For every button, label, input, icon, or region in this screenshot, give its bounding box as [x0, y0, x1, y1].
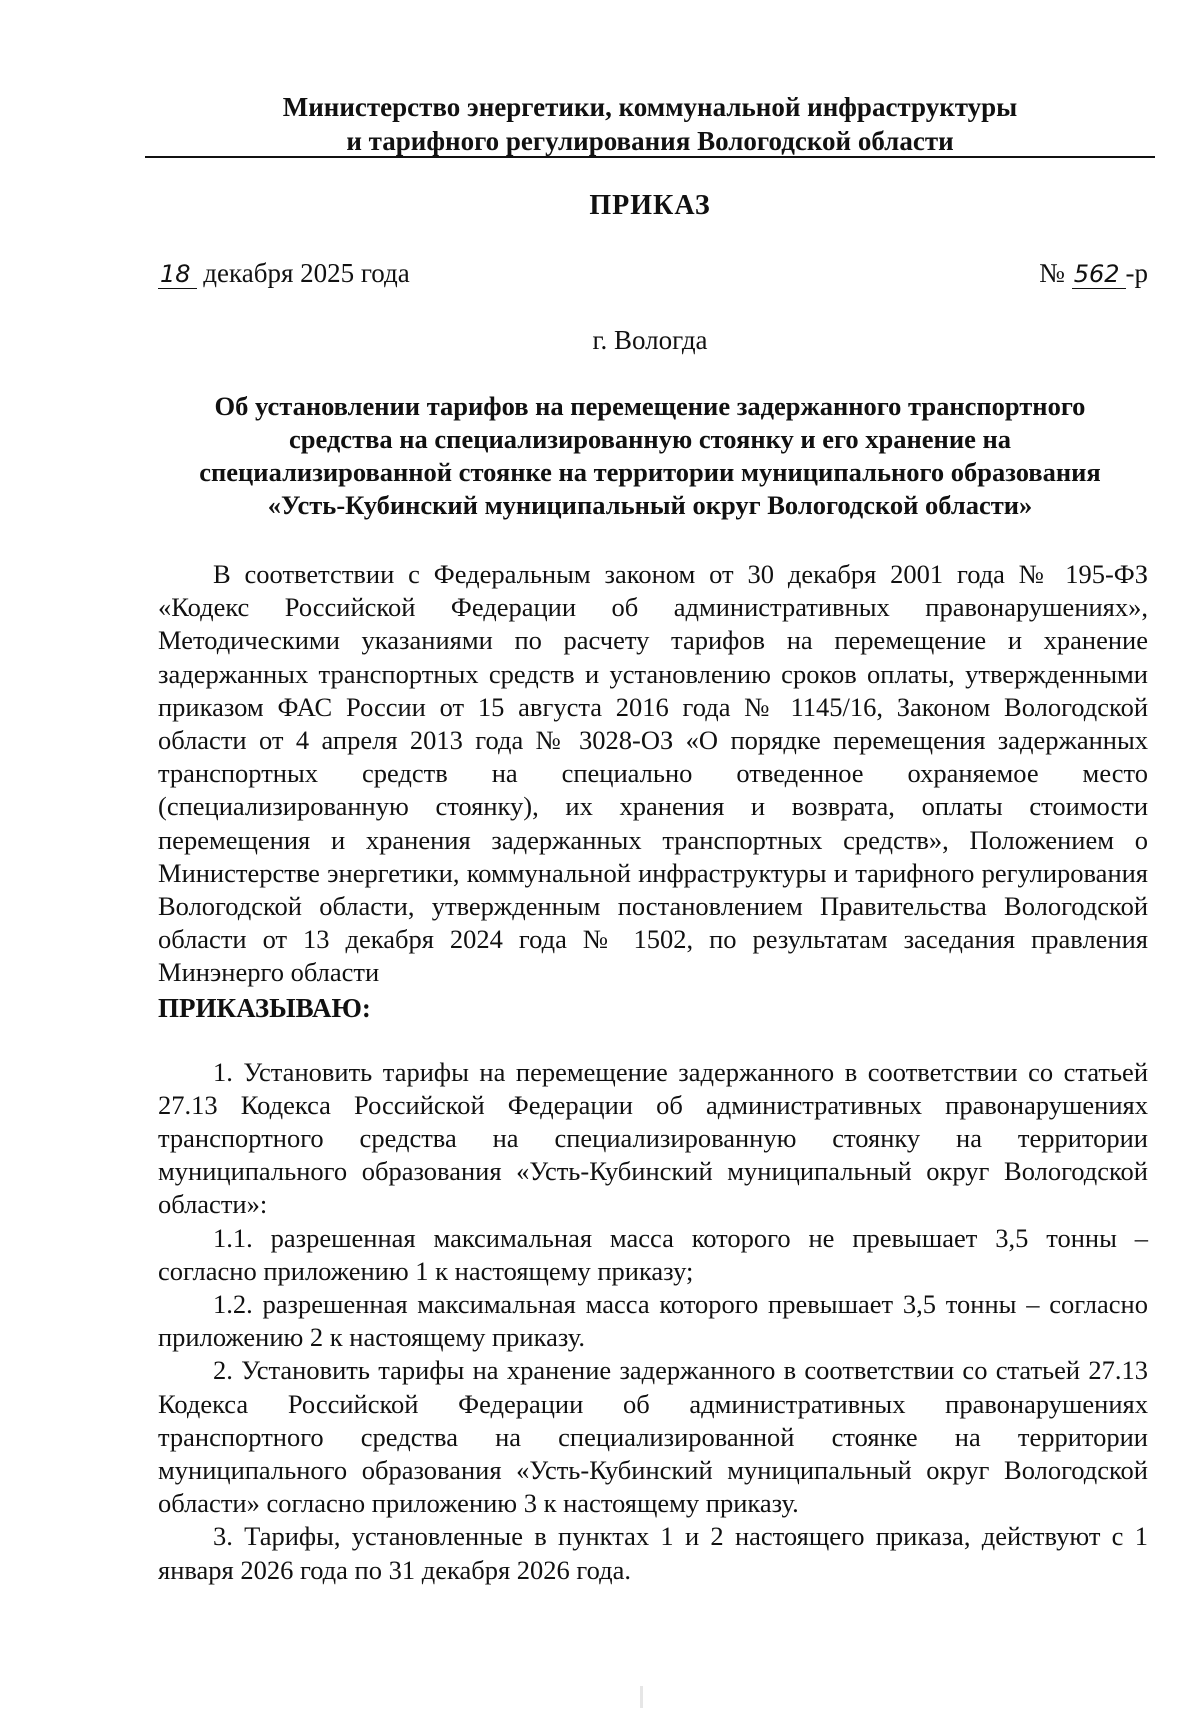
document-title: ПРИКАЗ — [589, 190, 711, 221]
number-prefix: № — [1039, 258, 1065, 288]
document-body — [158, 558, 1148, 1587]
preamble-paragraph: В соответствии с Федеральным законом от 30 декабря 2001 года № 195-ФЗ «Кодекс Российской Федерации об административных правонарушениях», Методическими указаниями по расчету тарифов на перемещение и хранение задержанных транспортных средств и установлению сроков оплаты, утвержденными приказом ФАС России от 15 августа 2016 года № 1145/16, Законом Вологодской области от 4 апреля 2013 года № 3028-ОЗ «О порядке перемещения задержанных транспортных средств на специально отведенное охраняемое место (специализированную стоянку), их хранения и возврата, оплаты стоимости перемещения и хранения задержанных транспортных средств», Положением о Министерстве энергетики, коммунальной инфраструктуры и тарифного регулирования Вологодской области, утвержденным постановлением Правительства Вологодской области от 13 декабря 2024 года № 1502, по результатам заседания правления Минэнерго области — [158, 559, 1148, 988]
date-rest: декабря 2025 года — [203, 258, 410, 288]
order-word: ПРИКАЗЫВАЮ: — [158, 992, 371, 1023]
scan-artifact — [640, 1686, 643, 1708]
spacer — [158, 1026, 1148, 1056]
item-1-paragraph: 1. Установить тарифы на перемещение задержанного в соответствии со статьей 27.13 Кодекса Российской Федерации об административных правонарушениях транспортного средства на специализированную стоянку на территории муниципального образования «Усть-Кубинский муниципальный округ Вологодской области»: — [158, 1056, 1148, 1220]
item-1-1-paragraph: 1.1. разрешенная максимальная масса которого не превышает 3,5 тонны – согласно приложению 1 к настоящему приказу; — [158, 1222, 1148, 1286]
header-underline — [145, 156, 1155, 158]
date-day-handwritten: 18 — [158, 260, 197, 289]
city: г. Вологда — [592, 325, 708, 355]
item-3-paragraph: 3. Тарифы, установленные в пунктах 1 и 2 настоящего приказа, действуют с 1 января 2026 года по 31 декабря 2026 года. — [158, 1521, 1148, 1585]
item-2-paragraph: 2. Установить тарифы на хранение задержанного в соответствии со статьей 27.13 Кодекса Российской Федерации об административных правонарушениях транспортного средства на специализированной стоянке на территории муниципального образования «Усть-Кубинский муниципальный округ Вологодской области» согласно приложению 3 к настоящему приказу. — [158, 1355, 1148, 1519]
subject-line-2: средства на специализированную стоянку и его хранение на — [288, 424, 1011, 454]
ministry-header — [145, 90, 1155, 158]
subject-line-3: специализированной стоянке на территории муниципального образования — [199, 457, 1101, 487]
ministry-line-1: Министерство энергетики, коммунальной инфраструктуры — [282, 92, 1018, 122]
order-number — [1039, 258, 1148, 289]
subject-line-1: Об установлении тарифов на перемещение задержанного транспортного — [214, 391, 1086, 421]
ministry-line-2: и тарифного регулирования Вологодской области — [346, 126, 954, 156]
number-handwritten: 562 — [1072, 260, 1126, 289]
order-subject — [150, 390, 1150, 522]
number-suffix: -р — [1125, 258, 1148, 288]
item-1-2-paragraph: 1.2. разрешенная максимальная масса которого превышает 3,5 тонны – согласно приложению 2 к настоящему приказу. — [158, 1289, 1148, 1353]
subject-line-4: «Усть-Кубинский муниципальный округ Вологодской области» — [267, 490, 1033, 520]
order-date — [158, 258, 410, 289]
